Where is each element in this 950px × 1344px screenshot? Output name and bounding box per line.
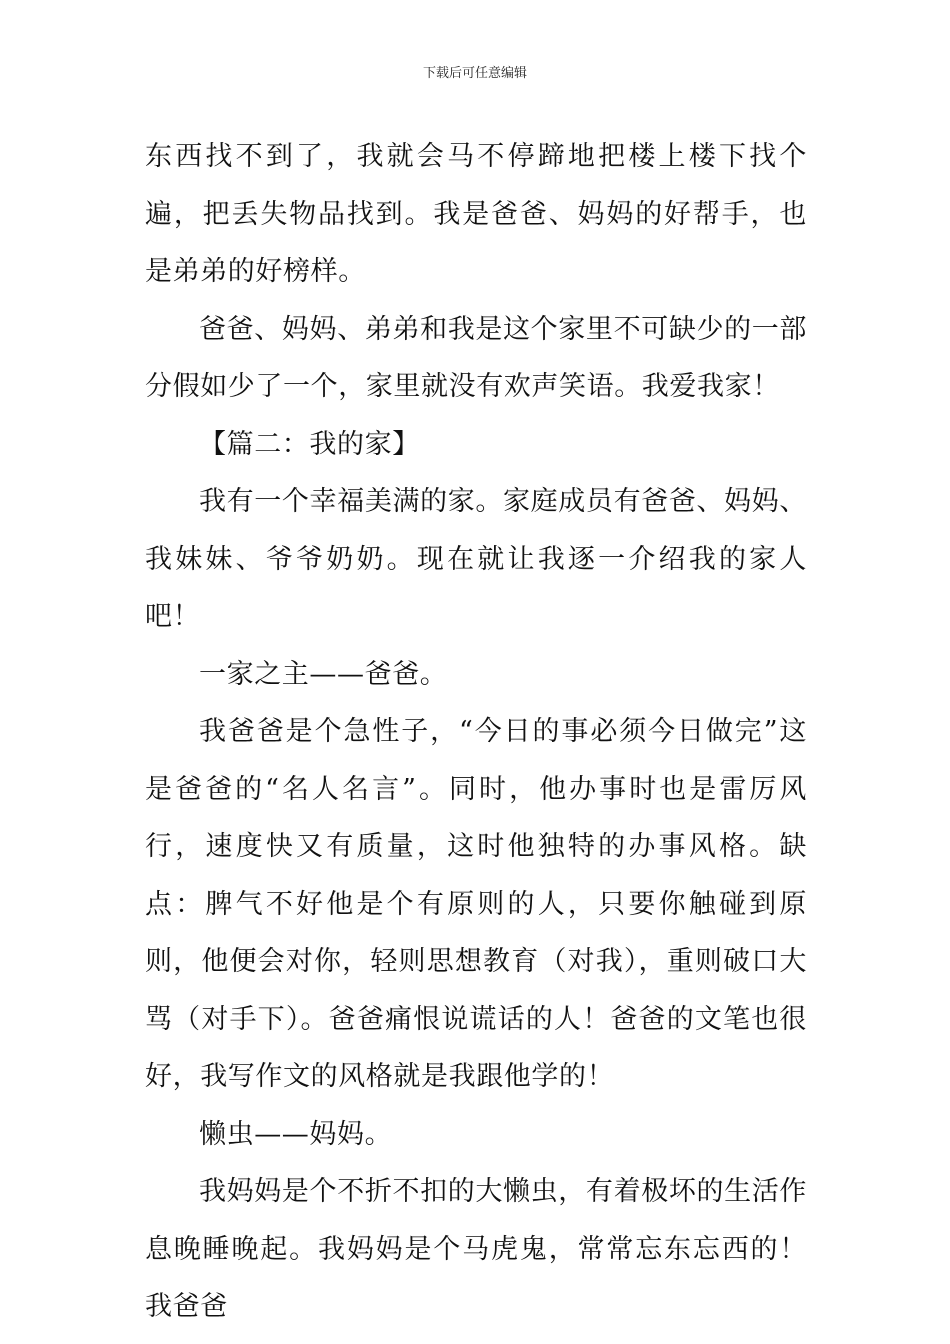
subheading-father: 一家之主——爸爸。 xyxy=(199,658,448,690)
page-header: 下载后可任意编辑 xyxy=(422,66,527,81)
subheading-mother: 懒虫——妈妈。 xyxy=(199,1118,393,1150)
section-title: 【篇二：我的家】 xyxy=(199,428,420,460)
document-body xyxy=(145,128,807,1336)
paragraph: 我有一个幸福美满的家。家庭成员有爸爸、妈妈、我妹妹、爷爷奶奶。现在就让我逐一介绍我的家人吧！ xyxy=(145,486,807,632)
paragraph: 爸爸、妈妈、弟弟和我是这个家里不可缺少的一部分假如少了一个，家里就没有欢声笑语。我爱我家！ xyxy=(145,313,807,402)
paragraph: 东西找不到了，我就会马不停蹄地把楼上楼下找个遍，把丢失物品找到。我是爸爸、妈妈的好帮手，也是弟弟的好榜样。 xyxy=(145,141,807,287)
paragraph: 我爸爸是个急性子，“今日的事必须今日做完”这是爸爸的“名人名言”。同时，他办事时也是雷厉风行，速度快又有质量，这时他独特的办事风格。缺点：脾气不好他是个有原则的人，只要你触碰到原则，他便会对你，轻则思想教育（对我），重则破口大骂（对手下）。爸爸痛恨说谎话的人！爸爸的文笔也很好，我写作文的风格就是我跟他学的！ xyxy=(145,716,807,1092)
paragraph: 我妈妈是个不折不扣的大懒虫，有着极坏的生活作息晚睡晚起。我妈妈是个马虎鬼，常常忘东忘西的！我爸爸 xyxy=(145,1176,807,1322)
